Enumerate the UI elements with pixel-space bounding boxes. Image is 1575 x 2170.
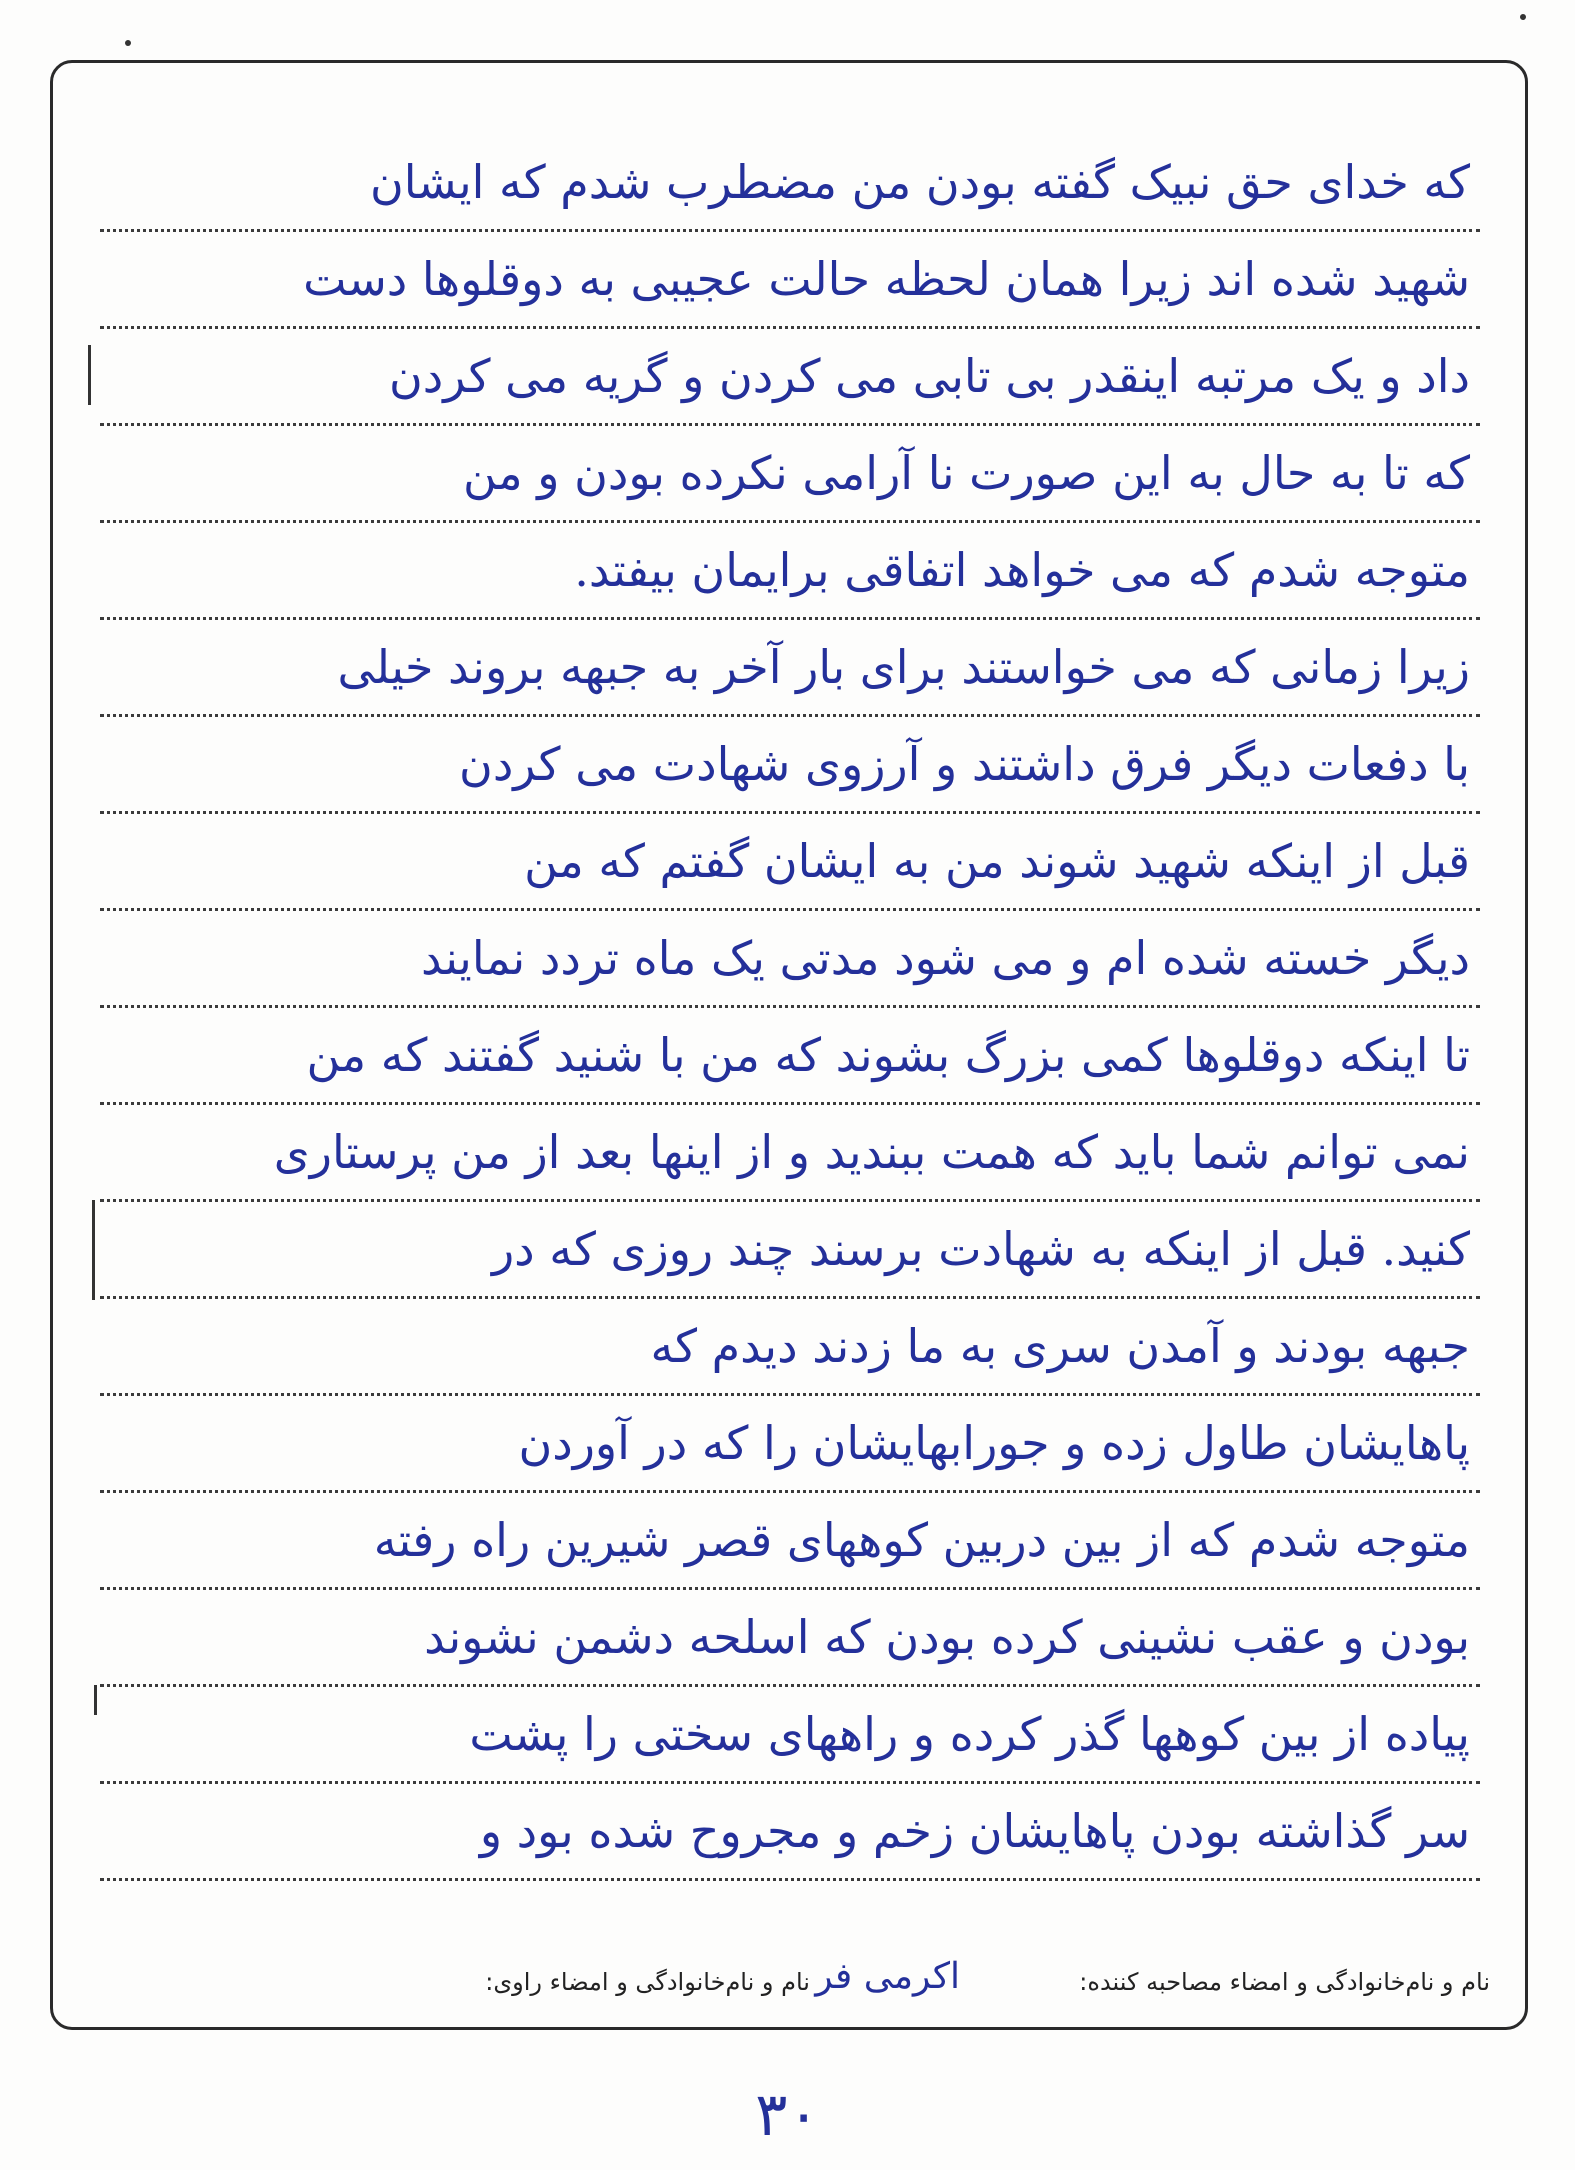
- handwritten-line: که خدای حق نبیک گفته بودن من مضطرب شدم که ایشان: [100, 140, 1480, 232]
- handwritten-line: داد و یک مرتبه اینقدر بی تابی می کردن و گریه می کردن: [100, 334, 1480, 426]
- handwritten-text-block: [100, 140, 1480, 1920]
- punch-mark: [1520, 14, 1526, 20]
- handwritten-line: متوجه شدم که از بین دربین کوههای قصر شیرین راه رفته: [100, 1498, 1480, 1590]
- handwritten-line: متوجه شدم که می خواهد اتفاقی برایمان بیفتد.: [100, 528, 1480, 620]
- page-number: ۳۰: [755, 2080, 820, 2150]
- interviewer-label: نام و نام‌خانوادگی و امضاء مصاحبه کننده:: [1079, 1968, 1490, 1996]
- handwritten-line: زیرا زمانی که می خواستند برای بار آخر به جبهه بروند خیلی: [100, 625, 1480, 717]
- handwritten-line: بودن و عقب نشینی کرده بودن که اسلحه دشمن نشوند: [100, 1595, 1480, 1687]
- handwritten-line: کنید. قبل از اینکه به شهادت برسند چند روزی که در: [100, 1207, 1480, 1299]
- handwritten-line: نمی توانم شما باید که همت ببندید و از اینها بعد از من پرستاری: [100, 1110, 1480, 1202]
- handwritten-line: قبل از اینکه شهید شوند من به ایشان گفتم که من: [100, 819, 1480, 911]
- signature-footer: [90, 1956, 1490, 2010]
- handwritten-line: شهید شده اند زیرا همان لحظه حالت عجیبی به دوقلوها دست: [100, 237, 1480, 329]
- interviewer-signature: اکرمی فر: [815, 1956, 960, 1997]
- margin-mark: [88, 345, 91, 405]
- handwritten-line: پاهایشان طاول زده و جورابهایشان را که در آوردن: [100, 1401, 1480, 1493]
- handwritten-line: با دفعات دیگر فرق داشتند و آرزوی شهادت می کردن: [100, 722, 1480, 814]
- narrator-label: نام و نام‌خانوادگی و امضاء راوی:: [485, 1968, 810, 1996]
- handwritten-line: سر گذاشته بودن پاهایشان زخم و مجروح شده بود و: [100, 1789, 1480, 1881]
- punch-mark: [125, 40, 131, 46]
- handwritten-line: پیاده از بین کوهها گذر کرده و راههای سختی را پشت: [100, 1692, 1480, 1784]
- handwritten-line: دیگر خسته شده ام و می شود مدتی یک ماه تردد نمایند: [100, 916, 1480, 1008]
- handwritten-line: تا اینکه دوقلوها کمی بزرگ بشوند که من با شنید گفتند که من: [100, 1013, 1480, 1105]
- margin-mark: [92, 1200, 95, 1300]
- handwritten-line: که تا به حال به این صورت نا آرامی نکرده بودن و من: [100, 431, 1480, 523]
- handwritten-line: جبهه بودند و آمدن سری به ما زدند دیدم که: [100, 1304, 1480, 1396]
- margin-mark: [94, 1685, 97, 1715]
